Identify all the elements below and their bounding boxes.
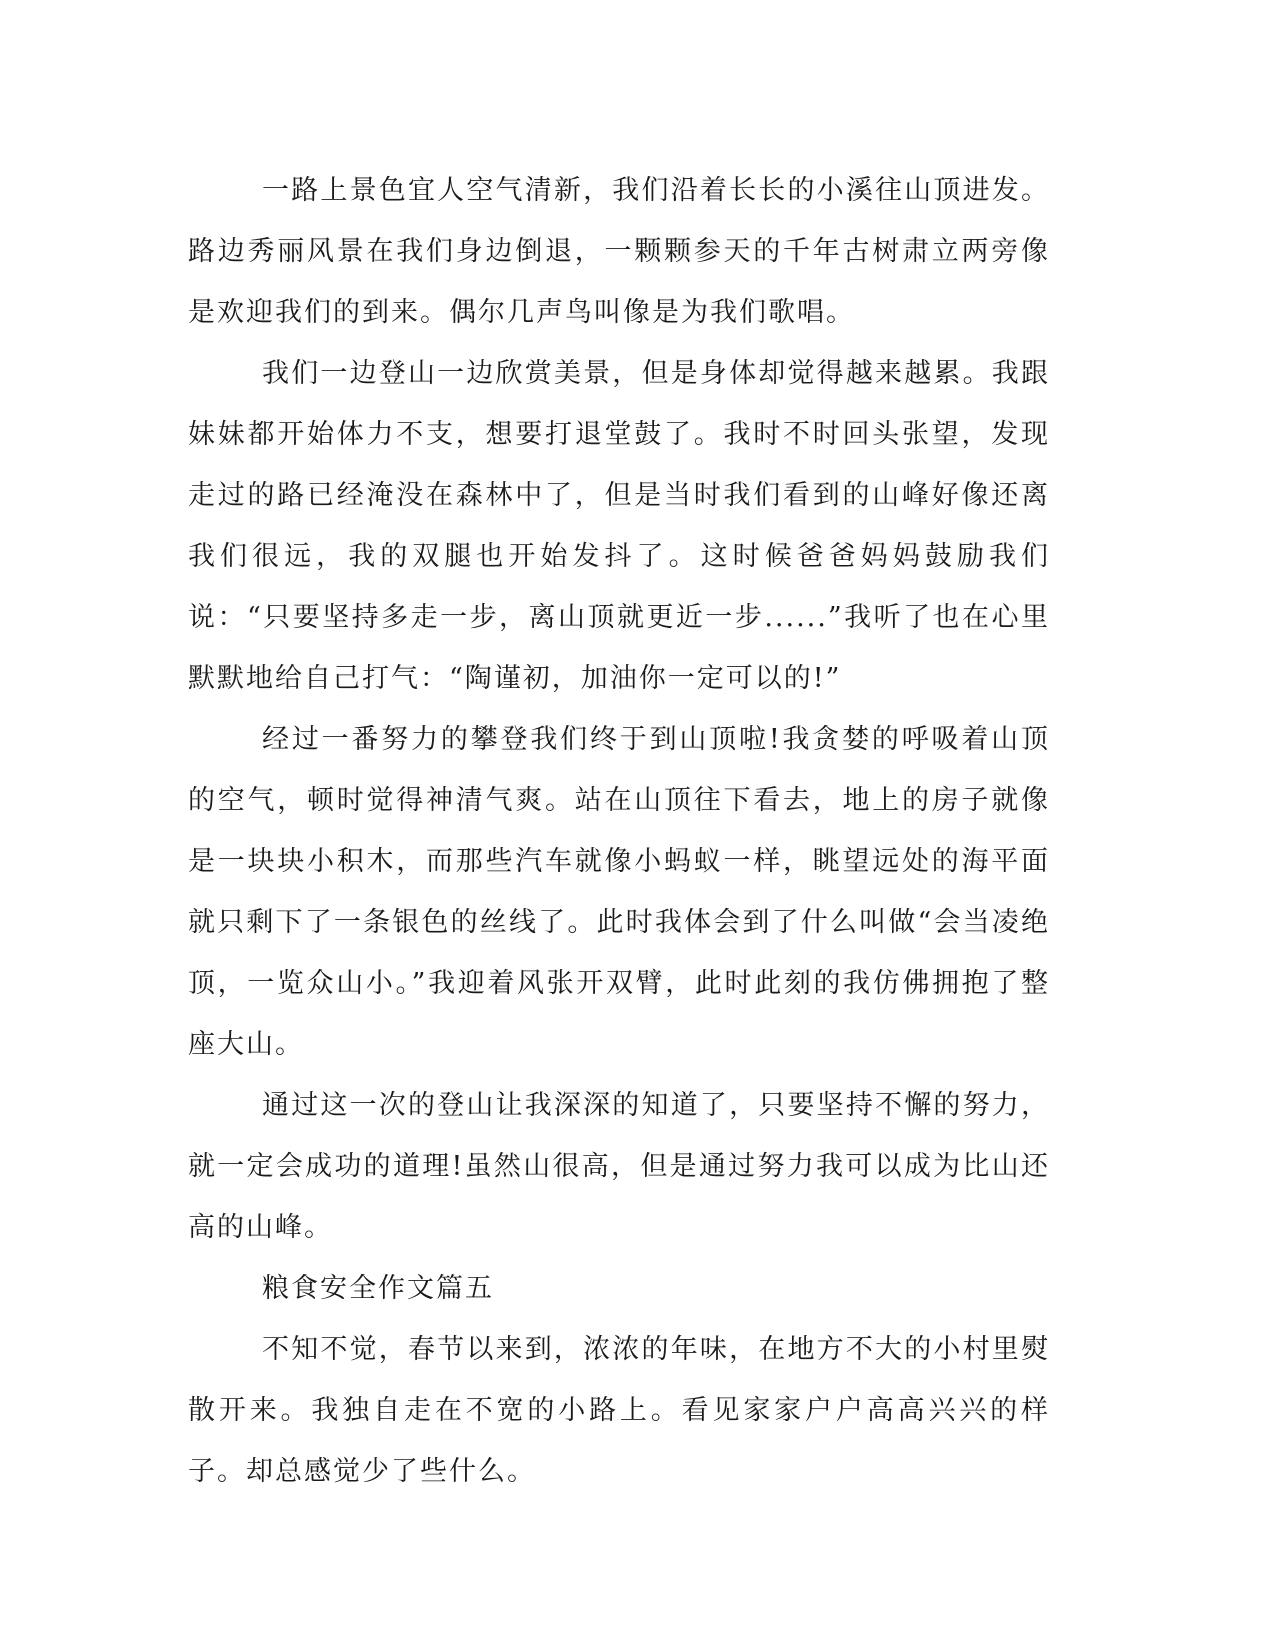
paragraph-spring-festival: 不知不觉，春节以来到，浓浓的年味，在地方不大的小村里熨散开来。我独自走在不宽的小路上。看见家家户户高高兴兴的样子。却总感觉少了些什么。 xyxy=(188,1334,1050,1487)
paragraph-climbing: 我们一边登山一边欣赏美景，但是身体却觉得越来越累。我跟妹妹都开始体力不支，想要打退堂鼓了。我时不时回头张望，发现走过的路已经淹没在森林中了，但是当时我们看到的山峰好像还离我们很远，我的双腿也开始发抖了。这时候爸爸妈妈鼓励我们说：“只要坚持多走一步，离山顶就更近一步......”我听了也在心里默默地给自己打气：“陶谨初，加油你一定可以的!” xyxy=(188,358,1050,694)
section-heading: 粮食安全作文篇五 xyxy=(262,1273,494,1304)
paragraph-scenery: 一路上景色宜人空气清新，我们沿着长长的小溪往山顶进发。路边秀丽风景在我们身边倒退，一颗颗参天的千年古树肃立两旁像是欢迎我们的到来。偶尔几声鸟叫像是为我们歌唱。 xyxy=(188,175,1050,328)
paragraph-summit: 经过一番努力的攀登我们终于到山顶啦!我贪婪的呼吸着山顶的空气，顿时觉得神清气爽。站在山顶往下看去，地上的房子就像是一块块小积木，而那些汽车就像小蚂蚁一样，眺望远处的海平面就只剩下了一条银色的丝线了。此时我体会到了什么叫做“会当凌绝顶，一览众山小。”我迎着风张开双臂，此时此刻的我仿佛拥抱了整座大山。 xyxy=(188,724,1050,1060)
essay-body xyxy=(188,160,1050,1502)
paragraph-lesson: 通过这一次的登山让我深深的知道了，只要坚持不懈的努力，就一定会成功的道理!虽然山很高，但是通过努力我可以成为比山还高的山峰。 xyxy=(188,1090,1050,1243)
